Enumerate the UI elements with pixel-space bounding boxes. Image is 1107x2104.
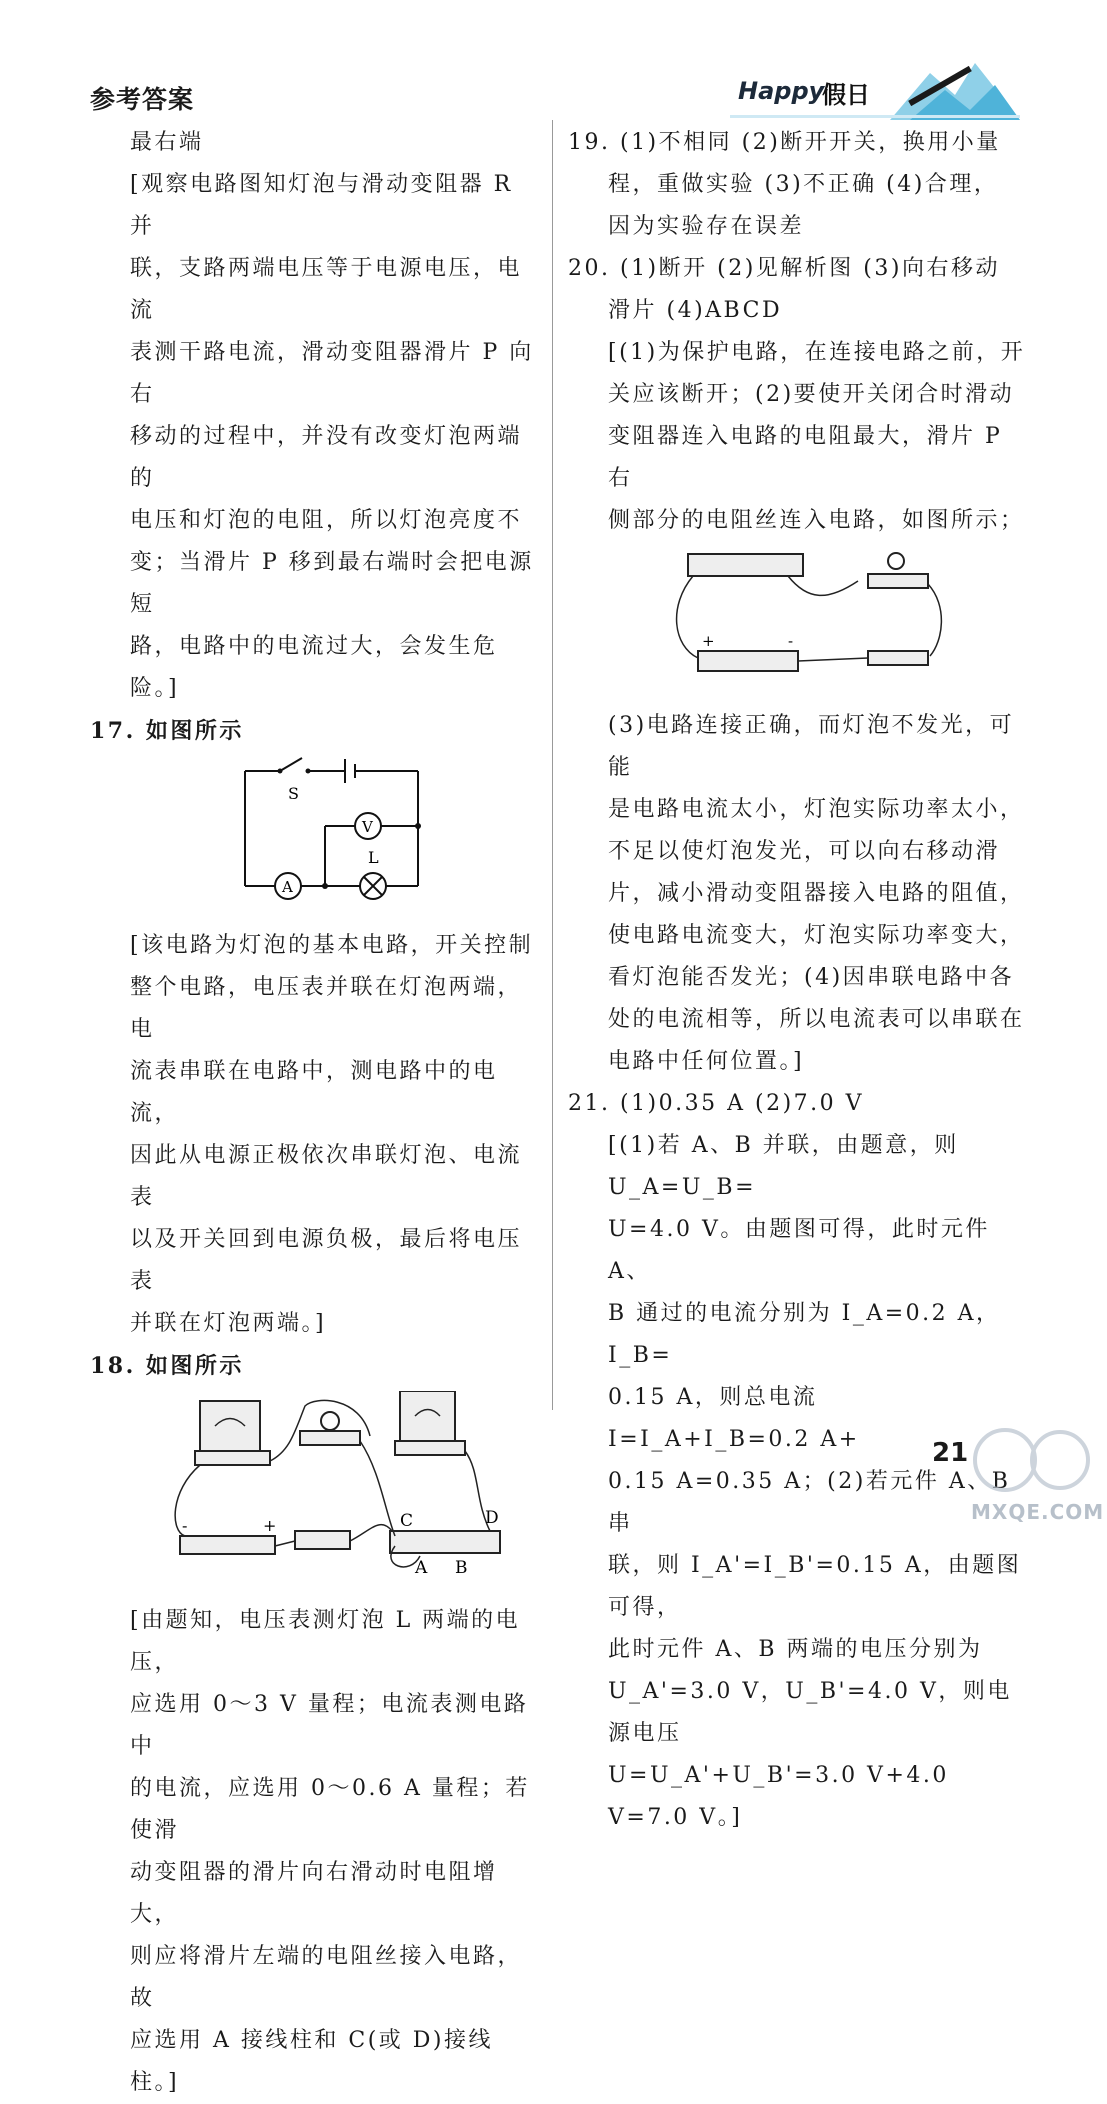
explanation-line: 电路中任何位置。] — [608, 1049, 805, 1074]
page-number: 21 — [932, 1438, 969, 1468]
logo-chinese: 假日 — [822, 80, 870, 109]
explanation-line: 0.15 A，则总电流 I=I_A+I_B=0.2 A+ — [608, 1385, 860, 1452]
explanation-line: 0.15 A=0.35 A；(2)若元件 A、B 串 — [608, 1469, 1011, 1536]
explanation-line: 整个电路，电压表并联在灯泡两端，电 — [130, 975, 523, 1042]
explanation-line: 联，支路两端电压等于电源电压，电流 — [130, 256, 523, 323]
explanation-line: 联，则 I_A'=I_B'=0.15 A，由题图可得， — [608, 1553, 1022, 1620]
explanation-line: 变阻器连入电路的电阻最大，滑片 P 右 — [608, 424, 1003, 491]
question-19-line: 因为实验存在误差 — [608, 214, 805, 239]
explanation-line: B 通过的电流分别为 I_A=0.2 A，I_B= — [608, 1301, 1001, 1368]
voltmeter-label: V — [362, 818, 376, 836]
explanation-line: 应选用 A 接线柱和 C(或 D)接线柱。] — [130, 2028, 493, 2095]
ammeter-label: A — [282, 878, 296, 896]
circuit-photo-18 — [130, 1391, 540, 1581]
explanation-line: 表测干路电流，滑动变阻器滑片 P 向右 — [130, 340, 534, 407]
explanation-line: 侧部分的电阻丝连入电路，如图所示； — [608, 508, 1025, 533]
explanation-line: 动变阻器的滑片向右滑动时电阻增大， — [130, 1860, 498, 1927]
circuit-photo-20 — [668, 546, 1088, 686]
left-column — [90, 122, 540, 2104]
explanation-line: 的电流，应选用 0～0.6 A 量程；若使滑 — [130, 1776, 530, 1843]
logo-word: Happy — [738, 77, 825, 105]
watermark-text: MXQE.COM — [971, 1500, 1105, 1524]
question-21: 21. (1)0.35 A (2)7.0 V — [568, 1091, 865, 1116]
explanation-line: 变；当滑片 P 移到最右端时会把电源短 — [130, 550, 534, 617]
explanation-line: 片，减小滑动变阻器接入电路的阻值， — [608, 881, 1025, 906]
question-19-line: 程，重做实验 (3)不正确 (4)合理， — [608, 172, 999, 197]
watermark — [965, 1420, 1105, 1530]
explanation-line: 并联在灯泡两端。] — [130, 1311, 327, 1336]
explanation-line: 关应该断开；(2)要使开关闭合时滑动 — [608, 382, 1015, 407]
explanation-line: U_A'=3.0 V，U_B'=4.0 V，则电源电压 — [608, 1679, 1012, 1746]
explanation-line: 因此从电源正极依次串联灯泡、电流表 — [130, 1143, 523, 1210]
explanation-line: 以及开关回到电源负极，最后将电压表 — [130, 1227, 523, 1294]
terminal-c-label: C — [400, 1511, 416, 1531]
question-18: 18. 如图所示 — [90, 1353, 244, 1379]
explanation-line: [观察电路图知灯泡与滑动变阻器 R 并 — [130, 172, 513, 239]
explanation-line: 处的电流相等，所以电流表可以串联在 — [608, 1007, 1025, 1032]
explanation-line: 是电路电流太小，灯泡实际功率太小， — [608, 797, 1025, 822]
explanation-line: [(1)若 A、B 并联，由题意，则 U_A=U_B= — [608, 1133, 959, 1200]
terminal-a-label: A — [415, 1558, 430, 1578]
explanation-line: (3)电路连接正确，而灯泡不发光，可能 — [608, 713, 1015, 780]
battery-minus-label: - — [182, 1516, 190, 1535]
circuit-diagram-17 — [130, 756, 540, 906]
explanation-line: 流表串联在电路中，测电路中的电流， — [130, 1059, 498, 1126]
explanation-line: 则应将滑片左端的电阻丝接入电路，故 — [130, 1944, 523, 2011]
column-divider — [552, 120, 553, 1410]
answer-line: 最右端 — [130, 130, 204, 155]
right-column — [568, 122, 1028, 1839]
explanation-line: U=U_A'+U_B'=3.0 V+4.0 V=7.0 V。] — [608, 1763, 949, 1830]
battery-plus-label: + — [702, 632, 718, 650]
explanation-line: 应选用 0～3 V 量程；电流表测电路中 — [130, 1692, 529, 1759]
explanation-line: [(1)为保护电路，在连接电路之前，开 — [608, 340, 1026, 365]
question-19-line: 19. (1)不相同 (2)断开开关，换用小量 — [568, 130, 1001, 155]
header-title: 参考答案 — [90, 85, 195, 114]
switch-label: S — [288, 784, 302, 803]
happy-holiday-logo — [730, 55, 1020, 125]
question-20-line: 20. (1)断开 (2)见解析图 (3)向右移动 — [568, 256, 1000, 281]
explanation-line: [该电路为灯泡的基本电路，开关控制 — [130, 933, 534, 958]
explanation-line: U=4.0 V。由题图可得，此时元件 A、 — [608, 1217, 990, 1284]
terminal-d-label: D — [485, 1508, 502, 1528]
battery-plus-label: + — [263, 1516, 279, 1535]
terminal-b-label: B — [455, 1558, 470, 1578]
lamp-label: L — [368, 848, 382, 867]
explanation-line: 电压和灯泡的电阻，所以灯泡亮度不 — [130, 508, 523, 533]
watermark-logo-icon — [965, 1420, 1095, 1500]
battery-minus-label: - — [788, 632, 796, 650]
explanation-line: 不足以使灯泡发光，可以向右移动滑 — [608, 839, 1001, 864]
question-17: 17. 如图所示 — [90, 718, 244, 744]
explanation-line: 此时元件 A、B 两端的电压分别为 — [608, 1637, 983, 1662]
explanation-line: [由题知，电压表测灯泡 L 两端的电压， — [130, 1608, 521, 1675]
explanation-line: 看灯泡能否发光；(4)因串联电路中各 — [608, 965, 1015, 990]
explanation-line: 移动的过程中，并没有改变灯泡两端的 — [130, 424, 523, 491]
explanation-line: 使电路电流变大，灯泡实际功率变大， — [608, 923, 1025, 948]
explanation-line: 路，电路中的电流过大，会发生危险。] — [130, 634, 498, 701]
question-20-line: 滑片 (4)ABCD — [608, 298, 783, 323]
